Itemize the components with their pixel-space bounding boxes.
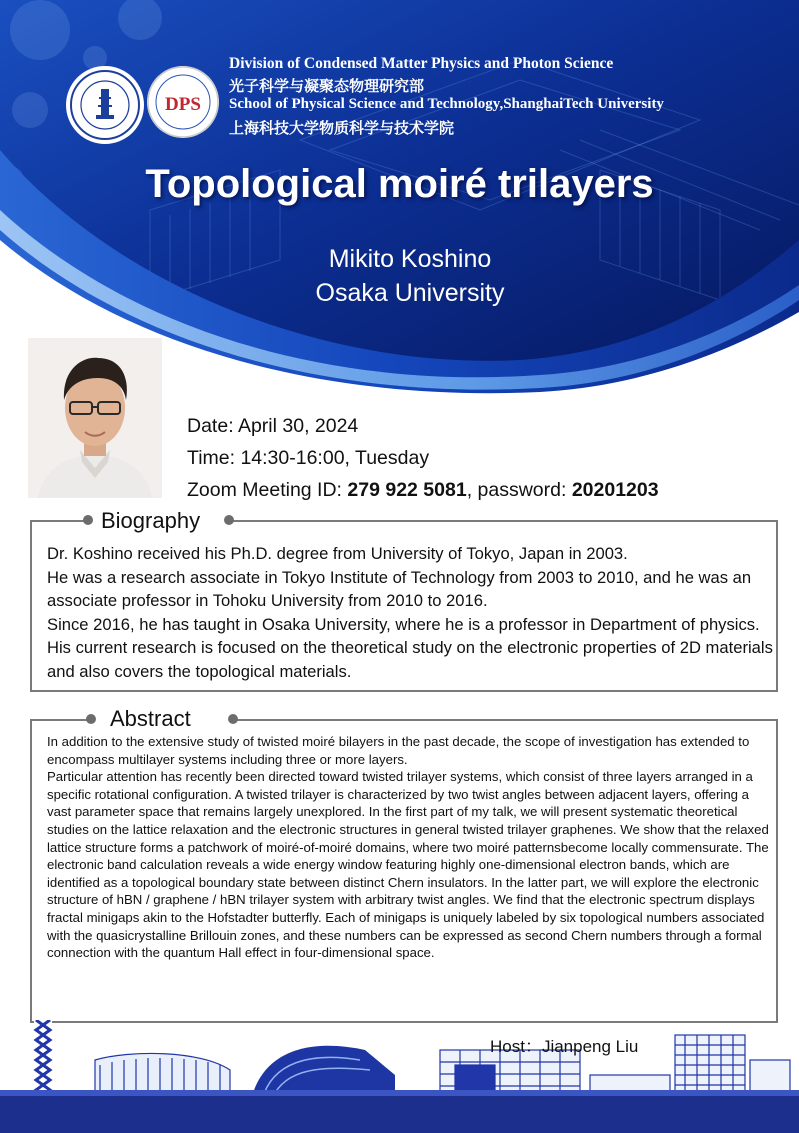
abstract-dot-right bbox=[228, 714, 238, 724]
host-name: Host：Jianpeng Liu bbox=[490, 1037, 639, 1056]
biography-border-right bbox=[232, 520, 778, 522]
biography-dot-right bbox=[224, 515, 234, 525]
footer-strip bbox=[0, 1096, 799, 1133]
abstract-border-right bbox=[236, 719, 778, 721]
speaker-photo bbox=[28, 338, 162, 498]
biography-line: Since 2016, he has taught in Osaka University, where he is a professor in Department of physics. His current research is focused on the theoretical study on the electronic properties of 2D materials and also covers the topological materials. bbox=[47, 614, 773, 681]
zoom-info bbox=[187, 479, 659, 502]
biography-border-left bbox=[30, 520, 90, 522]
biography-line: Dr. Koshino received his Ph.D. degree from University of Tokyo, Japan in 2003. bbox=[47, 544, 628, 563]
speaker-name: Mikito Koshino bbox=[328, 245, 492, 273]
division-english: Division of Condensed Matter Physics and Photon Science bbox=[229, 55, 614, 72]
zoom-label: Zoom Meeting ID: bbox=[187, 479, 348, 501]
biography-text bbox=[47, 542, 777, 683]
abstract-dot-left bbox=[86, 714, 96, 724]
abstract-heading: Abstract bbox=[106, 706, 195, 732]
biography-line: He was a research associate in Tokyo Institute of Technology from 2003 to 2010, and he was an associate professor in Tohoku University from 2010 to 2016. bbox=[47, 567, 752, 610]
footer-skyline bbox=[0, 1020, 799, 1133]
password-label: , password: bbox=[466, 479, 572, 501]
zoom-meeting-id[interactable]: 279 922 5081 bbox=[347, 479, 467, 501]
footer-strip-accent bbox=[0, 1090, 799, 1096]
biography-dot-left bbox=[83, 515, 93, 525]
abstract-text bbox=[47, 733, 769, 962]
school-english: School of Physical Science and Technology,ShanghaiTech University bbox=[229, 96, 664, 112]
division-chinese: 光子科学与凝聚态物理研究部 bbox=[229, 79, 425, 95]
dps-letters: DPS bbox=[165, 94, 201, 115]
talk-title: Topological moiré trilayers bbox=[145, 162, 654, 206]
school-chinese: 上海科技大学物质科学与技术学院 bbox=[229, 121, 455, 137]
shanghaitech-logo bbox=[66, 66, 144, 144]
abstract-paragraph: In addition to the extensive study of twisted moiré bilayers in the past decade, the scope of investigation has extended to encompass multilayer systems including three or more layers. bbox=[47, 734, 750, 767]
dps-logo bbox=[147, 66, 219, 138]
event-date: Date: April 30, 2024 bbox=[187, 415, 359, 437]
biography-heading: Biography bbox=[97, 508, 204, 534]
abstract-border-left bbox=[30, 719, 90, 721]
abstract-paragraph: Particular attention has recently been directed toward twisted trilayer systems, which consist of three layers arranged in a specific rotational configuration. A twisted trilayer is characterized by two twist angles between adjacent layers, offering a vast parameter space that remains largely unexplored. In the first part of my talk, we will present systematic theoretical studies on the lattice relaxation and the electronic structures in general twisted trilayer graphenes. We show that the relaxed lattice structure forms a patchwork of moiré-of-moiré domains, where two moiré patternsbecome locally commensurate. The electronic band calculation reveals a wide energy window featuring highly one-dimensional electron bands, which are identified as a topological boundary state between distinct Chern insulators. In the latter part, we will explore the electronic structure of hBN / graphene / hBN trilayer system with arbitrary twist angles. We find that the electronic spectrum displays fractal minigaps akin to the Hofstadter butterfly. Each of minigaps is uniquely labeled by six topological numbers associated with the quasicrystalline Brillouin zones, and these numbers can be expressed as second Chern numbers through a formal connection with the quantum Hall effect in four-dimensional space. bbox=[47, 769, 769, 961]
speaker-affiliation: Osaka University bbox=[315, 279, 505, 307]
zoom-password[interactable]: 20201203 bbox=[571, 479, 659, 501]
event-time: Time: 14:30-16:00, Tuesday bbox=[187, 447, 430, 469]
